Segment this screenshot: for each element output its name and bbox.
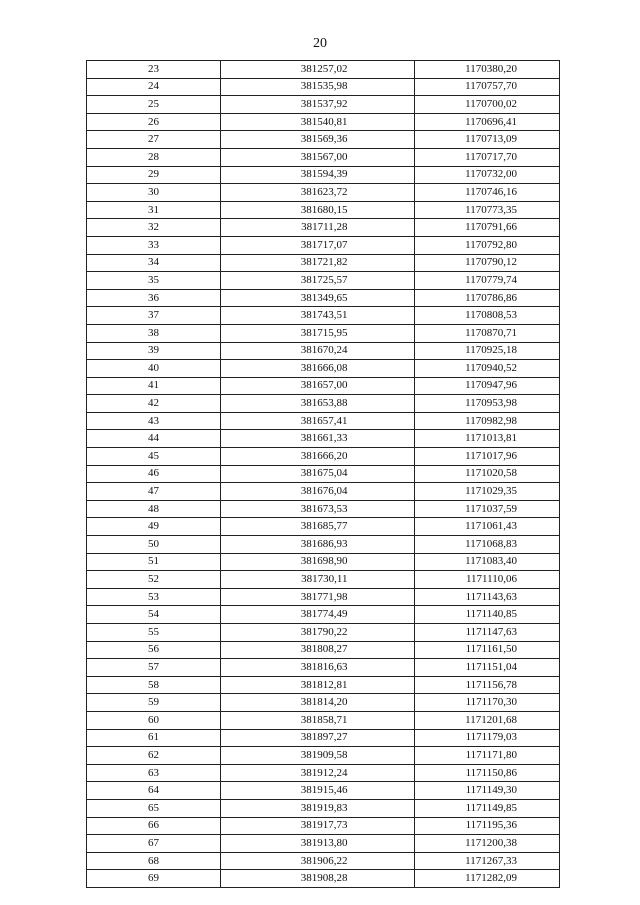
x-coordinate-value: 381790,22 — [300, 625, 348, 638]
coordinates-table-body — [87, 61, 560, 888]
x-coordinate-cell — [221, 465, 415, 483]
y-coordinate-cell — [415, 624, 560, 642]
table-row — [87, 78, 560, 96]
y-coordinate-value: 1171161,50 — [465, 643, 517, 656]
y-coordinate-cell — [415, 553, 560, 571]
table-row — [87, 236, 560, 254]
table-row — [87, 817, 560, 835]
table-row — [87, 676, 560, 694]
y-coordinate-value: 1170773,35 — [465, 203, 517, 216]
table-row — [87, 219, 560, 237]
x-coordinate-cell — [221, 536, 415, 554]
x-coordinate-value: 381917,73 — [300, 819, 348, 832]
table-row — [87, 606, 560, 624]
point-number-cell: 30 — [87, 184, 221, 202]
x-coordinate-cell — [221, 184, 415, 202]
x-coordinate-cell — [221, 430, 415, 448]
y-coordinate-cell — [415, 870, 560, 888]
point-number-cell: 50 — [87, 536, 221, 554]
table-row — [87, 870, 560, 888]
y-coordinate-cell — [415, 500, 560, 518]
x-coordinate-value: 381715,95 — [300, 326, 348, 339]
point-number-cell: 36 — [87, 289, 221, 307]
y-coordinate-cell — [415, 676, 560, 694]
x-coordinate-cell — [221, 659, 415, 677]
point-number-cell: 45 — [87, 448, 221, 466]
x-coordinate-value: 381686,93 — [300, 537, 348, 550]
y-coordinate-value: 1171037,59 — [465, 502, 517, 515]
point-number-cell: 48 — [87, 500, 221, 518]
x-coordinate-value: 381908,28 — [300, 872, 348, 885]
x-coordinate-cell — [221, 799, 415, 817]
x-coordinate-value: 381567,00 — [300, 150, 348, 163]
y-coordinate-cell — [415, 835, 560, 853]
y-coordinate-cell — [415, 289, 560, 307]
x-coordinate-cell — [221, 166, 415, 184]
table-row — [87, 711, 560, 729]
x-coordinate-value: 381657,00 — [300, 379, 348, 392]
table-row — [87, 184, 560, 202]
table-row — [87, 729, 560, 747]
x-coordinate-value: 381915,46 — [300, 784, 348, 797]
y-coordinate-cell — [415, 219, 560, 237]
y-coordinate-cell — [415, 711, 560, 729]
x-coordinate-cell — [221, 764, 415, 782]
y-coordinate-value: 1171110,06 — [465, 573, 517, 586]
y-coordinate-cell — [415, 483, 560, 501]
y-coordinate-value: 1170696,41 — [465, 115, 517, 128]
y-coordinate-value: 1170870,71 — [465, 326, 517, 339]
x-coordinate-value: 381670,24 — [300, 344, 348, 357]
y-coordinate-cell — [415, 694, 560, 712]
x-coordinate-cell — [221, 641, 415, 659]
y-coordinate-value: 1171029,35 — [465, 485, 517, 498]
y-coordinate-cell — [415, 729, 560, 747]
x-coordinate-value: 381812,81 — [300, 678, 348, 691]
x-coordinate-cell — [221, 289, 415, 307]
y-coordinate-cell — [415, 342, 560, 360]
point-number-cell: 52 — [87, 571, 221, 589]
y-coordinate-value: 1170713,09 — [465, 133, 517, 146]
point-number-cell: 37 — [87, 307, 221, 325]
y-coordinate-value: 1171156,78 — [465, 678, 517, 691]
y-coordinate-value: 1171068,83 — [465, 537, 517, 550]
y-coordinate-cell — [415, 307, 560, 325]
x-coordinate-value: 381721,82 — [300, 256, 348, 269]
table-row — [87, 307, 560, 325]
point-number-cell: 63 — [87, 764, 221, 782]
table-row — [87, 852, 560, 870]
table-row — [87, 764, 560, 782]
point-number-cell: 44 — [87, 430, 221, 448]
x-coordinate-value: 381858,71 — [300, 713, 348, 726]
y-coordinate-value: 1171195,36 — [465, 819, 517, 832]
point-number-cell: 35 — [87, 272, 221, 290]
table-row — [87, 518, 560, 536]
y-coordinate-value: 1170940,52 — [465, 361, 517, 374]
page-number: 20 — [313, 36, 327, 51]
y-coordinate-value: 1171267,33 — [465, 854, 517, 867]
x-coordinate-cell — [221, 61, 415, 79]
point-number-cell: 61 — [87, 729, 221, 747]
y-coordinate-value: 1170732,00 — [465, 168, 517, 181]
y-coordinate-cell — [415, 430, 560, 448]
point-number-cell: 57 — [87, 659, 221, 677]
point-number-cell: 47 — [87, 483, 221, 501]
y-coordinate-cell — [415, 764, 560, 782]
table-row — [87, 324, 560, 342]
point-number-cell: 42 — [87, 395, 221, 413]
point-number-cell: 23 — [87, 61, 221, 79]
y-coordinate-cell — [415, 78, 560, 96]
y-coordinate-value: 1171149,85 — [465, 801, 517, 814]
point-number-cell: 66 — [87, 817, 221, 835]
x-coordinate-cell — [221, 571, 415, 589]
y-coordinate-value: 1170791,66 — [465, 221, 517, 234]
x-coordinate-value: 381774,49 — [300, 608, 348, 621]
y-coordinate-cell — [415, 360, 560, 378]
x-coordinate-value: 381537,92 — [300, 97, 348, 110]
y-coordinate-cell — [415, 448, 560, 466]
table-row — [87, 254, 560, 272]
y-coordinate-value: 1170925,18 — [465, 344, 517, 357]
table-row — [87, 360, 560, 378]
y-coordinate-value: 1171147,63 — [465, 625, 517, 638]
point-number-cell: 60 — [87, 711, 221, 729]
point-number-cell: 39 — [87, 342, 221, 360]
y-coordinate-cell — [415, 747, 560, 765]
y-coordinate-value: 1171143,63 — [465, 590, 517, 603]
x-coordinate-value: 381676,04 — [300, 485, 348, 498]
point-number-cell: 31 — [87, 201, 221, 219]
y-coordinate-cell — [415, 184, 560, 202]
x-coordinate-cell — [221, 835, 415, 853]
x-coordinate-value: 381814,20 — [300, 696, 348, 709]
x-coordinate-cell — [221, 500, 415, 518]
x-coordinate-cell — [221, 553, 415, 571]
point-number-cell: 29 — [87, 166, 221, 184]
table-row — [87, 395, 560, 413]
y-coordinate-value: 1170717,70 — [465, 150, 517, 163]
y-coordinate-value: 1170786,86 — [465, 291, 517, 304]
y-coordinate-cell — [415, 412, 560, 430]
y-coordinate-value: 1171149,30 — [465, 784, 517, 797]
point-number-cell: 34 — [87, 254, 221, 272]
table-row — [87, 536, 560, 554]
y-coordinate-cell — [415, 201, 560, 219]
x-coordinate-cell — [221, 694, 415, 712]
point-number-cell: 49 — [87, 518, 221, 536]
x-coordinate-value: 381569,36 — [300, 133, 348, 146]
y-coordinate-value: 1171170,30 — [465, 696, 517, 709]
y-coordinate-value: 1171150,86 — [465, 766, 517, 779]
y-coordinate-value: 1170380,20 — [465, 62, 517, 75]
x-coordinate-cell — [221, 588, 415, 606]
x-coordinate-value: 381816,63 — [300, 660, 348, 673]
point-number-cell: 62 — [87, 747, 221, 765]
x-coordinate-value: 381540,81 — [300, 115, 348, 128]
table-row — [87, 113, 560, 131]
x-coordinate-cell — [221, 624, 415, 642]
point-number-cell: 67 — [87, 835, 221, 853]
point-number-cell: 33 — [87, 236, 221, 254]
x-coordinate-cell — [221, 113, 415, 131]
table-row — [87, 272, 560, 290]
x-coordinate-cell — [221, 412, 415, 430]
y-coordinate-value: 1171201,68 — [465, 713, 517, 726]
x-coordinate-cell — [221, 307, 415, 325]
y-coordinate-value: 1171013,81 — [465, 432, 517, 445]
x-coordinate-value: 381661,33 — [300, 432, 348, 445]
point-number-cell: 38 — [87, 324, 221, 342]
table-row — [87, 483, 560, 501]
y-coordinate-value: 1170790,12 — [465, 256, 517, 269]
x-coordinate-value: 381680,15 — [300, 203, 348, 216]
x-coordinate-cell — [221, 201, 415, 219]
x-coordinate-cell — [221, 676, 415, 694]
point-number-cell: 55 — [87, 624, 221, 642]
y-coordinate-value: 1171017,96 — [465, 449, 517, 462]
table-row — [87, 148, 560, 166]
x-coordinate-cell — [221, 272, 415, 290]
y-coordinate-value: 1170700,02 — [465, 97, 517, 110]
x-coordinate-cell — [221, 606, 415, 624]
table-row — [87, 289, 560, 307]
point-number-cell: 27 — [87, 131, 221, 149]
x-coordinate-cell — [221, 817, 415, 835]
table-row — [87, 659, 560, 677]
x-coordinate-cell — [221, 360, 415, 378]
x-coordinate-value: 381666,20 — [300, 449, 348, 462]
y-coordinate-cell — [415, 606, 560, 624]
x-coordinate-value: 381594,39 — [300, 168, 348, 181]
y-coordinate-cell — [415, 254, 560, 272]
y-coordinate-cell — [415, 113, 560, 131]
point-number-cell: 54 — [87, 606, 221, 624]
x-coordinate-cell — [221, 483, 415, 501]
x-coordinate-cell — [221, 518, 415, 536]
table-row — [87, 588, 560, 606]
y-coordinate-value: 1171061,43 — [465, 520, 517, 533]
x-coordinate-value: 381675,04 — [300, 467, 348, 480]
table-row — [87, 342, 560, 360]
point-number-cell: 53 — [87, 588, 221, 606]
x-coordinate-cell — [221, 131, 415, 149]
y-coordinate-value: 1171179,03 — [465, 731, 517, 744]
x-coordinate-value: 381912,24 — [300, 766, 348, 779]
y-coordinate-value: 1170808,53 — [465, 309, 517, 322]
point-number-cell: 46 — [87, 465, 221, 483]
point-number-cell: 64 — [87, 782, 221, 800]
x-coordinate-value: 381906,22 — [300, 854, 348, 867]
point-number-cell: 25 — [87, 96, 221, 114]
x-coordinate-value: 381698,90 — [300, 555, 348, 568]
y-coordinate-value: 1171200,38 — [465, 836, 517, 849]
y-coordinate-cell — [415, 395, 560, 413]
x-coordinate-value: 381909,58 — [300, 748, 348, 761]
x-coordinate-cell — [221, 342, 415, 360]
y-coordinate-cell — [415, 817, 560, 835]
y-coordinate-value: 1170779,74 — [465, 273, 517, 286]
x-coordinate-cell — [221, 729, 415, 747]
y-coordinate-value: 1171151,04 — [465, 660, 517, 673]
table-row — [87, 166, 560, 184]
y-coordinate-cell — [415, 465, 560, 483]
y-coordinate-value: 1170746,16 — [465, 185, 517, 198]
x-coordinate-cell — [221, 219, 415, 237]
table-row — [87, 131, 560, 149]
table-row — [87, 799, 560, 817]
y-coordinate-cell — [415, 61, 560, 79]
x-coordinate-cell — [221, 395, 415, 413]
point-number-cell: 69 — [87, 870, 221, 888]
x-coordinate-cell — [221, 254, 415, 272]
y-coordinate-value: 1171171,80 — [465, 748, 517, 761]
table-row — [87, 624, 560, 642]
x-coordinate-value: 381623,72 — [300, 185, 348, 198]
y-coordinate-value: 1171083,40 — [465, 555, 517, 568]
point-number-cell: 43 — [87, 412, 221, 430]
table-row — [87, 377, 560, 395]
table-row — [87, 201, 560, 219]
table-row — [87, 571, 560, 589]
table-row — [87, 96, 560, 114]
x-coordinate-value: 381349,65 — [300, 291, 348, 304]
x-coordinate-value: 381535,98 — [300, 80, 348, 93]
point-number-cell: 51 — [87, 553, 221, 571]
x-coordinate-value: 381673,53 — [300, 502, 348, 515]
y-coordinate-value: 1170982,98 — [465, 414, 517, 427]
x-coordinate-cell — [221, 78, 415, 96]
x-coordinate-value: 381725,57 — [300, 273, 348, 286]
table-row — [87, 782, 560, 800]
x-coordinate-cell — [221, 236, 415, 254]
point-number-cell: 26 — [87, 113, 221, 131]
y-coordinate-cell — [415, 518, 560, 536]
table-row — [87, 641, 560, 659]
x-coordinate-value: 381685,77 — [300, 520, 348, 533]
x-coordinate-cell — [221, 852, 415, 870]
table-row — [87, 412, 560, 430]
y-coordinate-value: 1171282,09 — [465, 872, 517, 885]
y-coordinate-value: 1170947,96 — [465, 379, 517, 392]
table-row — [87, 747, 560, 765]
y-coordinate-cell — [415, 272, 560, 290]
x-coordinate-cell — [221, 711, 415, 729]
y-coordinate-cell — [415, 166, 560, 184]
y-coordinate-cell — [415, 377, 560, 395]
y-coordinate-cell — [415, 782, 560, 800]
y-coordinate-value: 1171020,58 — [465, 467, 517, 480]
x-coordinate-value: 381897,27 — [300, 731, 348, 744]
x-coordinate-cell — [221, 782, 415, 800]
point-number-cell: 41 — [87, 377, 221, 395]
x-coordinate-cell — [221, 148, 415, 166]
point-number-cell: 32 — [87, 219, 221, 237]
y-coordinate-value: 1170953,98 — [465, 397, 517, 410]
point-number-cell: 59 — [87, 694, 221, 712]
y-coordinate-cell — [415, 641, 560, 659]
y-coordinate-value: 1170757,70 — [465, 80, 517, 93]
x-coordinate-value: 381717,07 — [300, 238, 348, 251]
y-coordinate-cell — [415, 588, 560, 606]
point-number-cell: 65 — [87, 799, 221, 817]
y-coordinate-cell — [415, 659, 560, 677]
table-row — [87, 500, 560, 518]
point-number-cell: 68 — [87, 852, 221, 870]
table-row — [87, 835, 560, 853]
y-coordinate-cell — [415, 536, 560, 554]
x-coordinate-cell — [221, 96, 415, 114]
y-coordinate-cell — [415, 571, 560, 589]
x-coordinate-value: 381711,28 — [301, 221, 348, 234]
x-coordinate-cell — [221, 324, 415, 342]
table-row — [87, 61, 560, 79]
point-number-cell: 58 — [87, 676, 221, 694]
y-coordinate-cell — [415, 96, 560, 114]
y-coordinate-value: 1171140,85 — [465, 608, 517, 621]
x-coordinate-value: 381257,02 — [300, 62, 348, 75]
table-row — [87, 465, 560, 483]
y-coordinate-cell — [415, 799, 560, 817]
x-coordinate-value: 381730,11 — [301, 573, 348, 586]
x-coordinate-cell — [221, 747, 415, 765]
table-row — [87, 430, 560, 448]
x-coordinate-value: 381666,08 — [300, 361, 348, 374]
x-coordinate-value: 381913,80 — [300, 836, 348, 849]
coordinates-table — [86, 60, 560, 888]
x-coordinate-cell — [221, 870, 415, 888]
table-row — [87, 448, 560, 466]
x-coordinate-value: 381919,83 — [300, 801, 348, 814]
point-number-cell: 24 — [87, 78, 221, 96]
x-coordinate-value: 381657,41 — [300, 414, 348, 427]
point-number-cell: 40 — [87, 360, 221, 378]
y-coordinate-cell — [415, 148, 560, 166]
point-number-cell: 28 — [87, 148, 221, 166]
x-coordinate-value: 381808,27 — [300, 643, 348, 656]
x-coordinate-value: 381743,51 — [300, 309, 348, 322]
y-coordinate-cell — [415, 236, 560, 254]
y-coordinate-cell — [415, 852, 560, 870]
x-coordinate-value: 381771,98 — [300, 590, 348, 603]
point-number-cell: 56 — [87, 641, 221, 659]
table-row — [87, 553, 560, 571]
y-coordinate-cell — [415, 131, 560, 149]
x-coordinate-cell — [221, 377, 415, 395]
x-coordinate-cell — [221, 448, 415, 466]
table-row — [87, 694, 560, 712]
x-coordinate-value: 381653,88 — [300, 397, 348, 410]
y-coordinate-value: 1170792,80 — [465, 238, 517, 251]
y-coordinate-cell — [415, 324, 560, 342]
